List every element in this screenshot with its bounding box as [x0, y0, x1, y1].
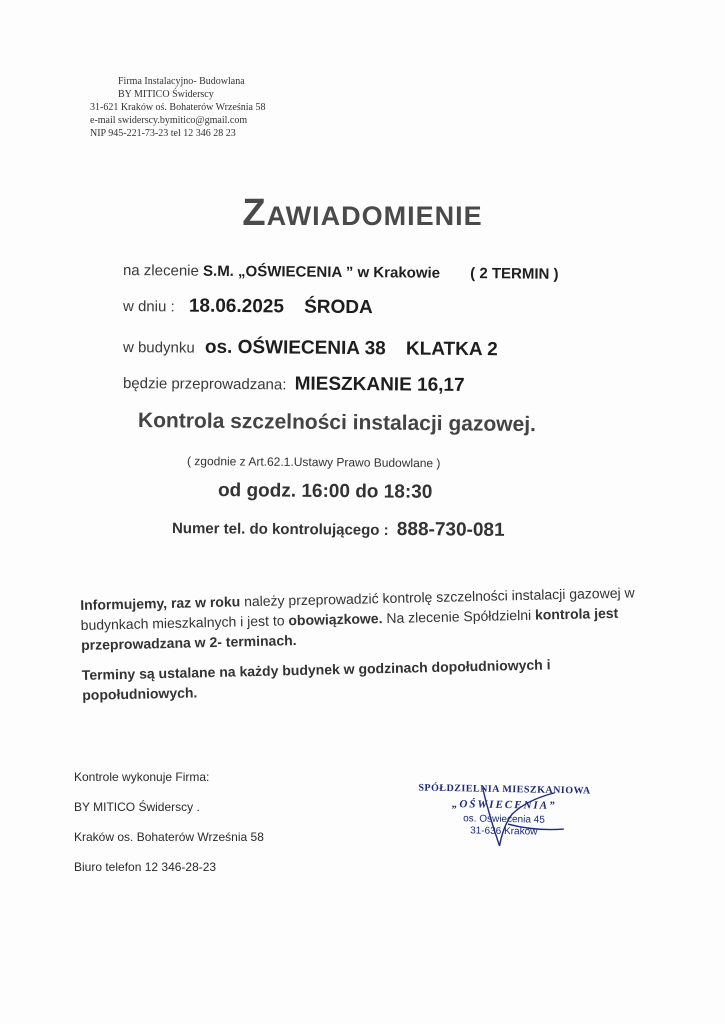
contact-label: Numer tel. do kontrolującego :: [171, 520, 389, 539]
building-prefix: w budynku: [122, 339, 195, 357]
date-prefix: w dniu :: [122, 298, 175, 316]
cooperative-stamp: [403, 782, 604, 855]
info-block: [80, 582, 643, 715]
footer-contractor: [74, 770, 264, 890]
document-title: Zawiadomienie: [242, 192, 483, 234]
order-line: [123, 262, 559, 283]
apartment-value: MIESZKANIE 16,17: [294, 373, 465, 396]
info-p1-b: należy przeprowadzić kontrolę szczelności instalacji gazowej w budynkach mieszkalnych i jest to: [80, 584, 635, 633]
apartment-prefix: będzie przeprowadzana:: [122, 375, 287, 394]
stamp-line-4: 31-636 Kraków: [470, 825, 538, 838]
footer-line-2: BY MITICO Świderscy .: [74, 800, 200, 814]
contact-phone: 888-730-081: [396, 518, 505, 541]
order-client: S.M. „OŚWIECENIA ” w Krakowie: [202, 262, 441, 282]
info-paragraph-1: [80, 582, 641, 655]
letterhead-firm: Firma Instalacyjno- Budowlana: [118, 76, 245, 87]
date-day: ŚRODA: [304, 296, 373, 319]
letterhead-name: BY MITICO Świderscy: [118, 89, 214, 100]
info-p1-d: Na zlecenie Spółdzielni: [382, 606, 536, 627]
order-prefix: na zlecenie: [122, 262, 199, 280]
stamp-line-2: „OŚWIECENIA”: [451, 798, 557, 812]
letterhead-nip-tel: NIP 945-221-73-23 tel 12 346 28 23: [90, 128, 236, 139]
footer-line-1: Kontrole wykonuje Firma:: [74, 770, 210, 784]
info-p1-e: kontrola jest przeprowadzana w 2- terminach.: [80, 604, 619, 653]
building-line: [123, 336, 498, 361]
info-paragraph-2: Terminy są ustalane na każdy budynek w godzinach dopołudniowych i popołudniowych.: [81, 656, 551, 703]
footer-line-4: Biuro telefon 12 346-28-23: [74, 860, 217, 874]
letterhead: [90, 75, 265, 140]
letterhead-email: e-mail swiderscy.bymitico@gmail.com: [90, 115, 248, 126]
building-klatka: KLATKA 2: [405, 338, 498, 361]
apartment-line: [123, 372, 465, 397]
contact-line: [172, 517, 505, 542]
stamp-line-3: os. Oświecenia 45: [463, 813, 545, 826]
stamp-line-1: SPÓŁDZIELNIA MIESZKANIOWA: [418, 782, 591, 797]
info-p1-c: obowiązkowe.: [288, 610, 383, 629]
signature-scribble: [403, 782, 604, 855]
info-p1-a: Informujemy, raz w roku: [80, 593, 245, 613]
legal-basis: ( zgodnie z Art.62.1.Ustawy Prawo Budowlane ): [186, 454, 441, 471]
footer-line-3: Kraków os. Bohaterów Września 58: [74, 830, 264, 844]
date-value: 18.06.2025: [188, 295, 285, 318]
letterhead-address: 31-621 Kraków oś. Bohaterów Września 58: [90, 102, 266, 113]
building-value: os. OŚWIECENIA 38: [204, 336, 386, 360]
hours-line: od godz. 16:00 do 18:30: [217, 480, 433, 503]
date-line: [123, 295, 373, 319]
order-term: ( 2 TERMIN ): [470, 265, 559, 283]
subject-heading: Kontrola szczelności instalacji gazowej.: [137, 409, 537, 437]
